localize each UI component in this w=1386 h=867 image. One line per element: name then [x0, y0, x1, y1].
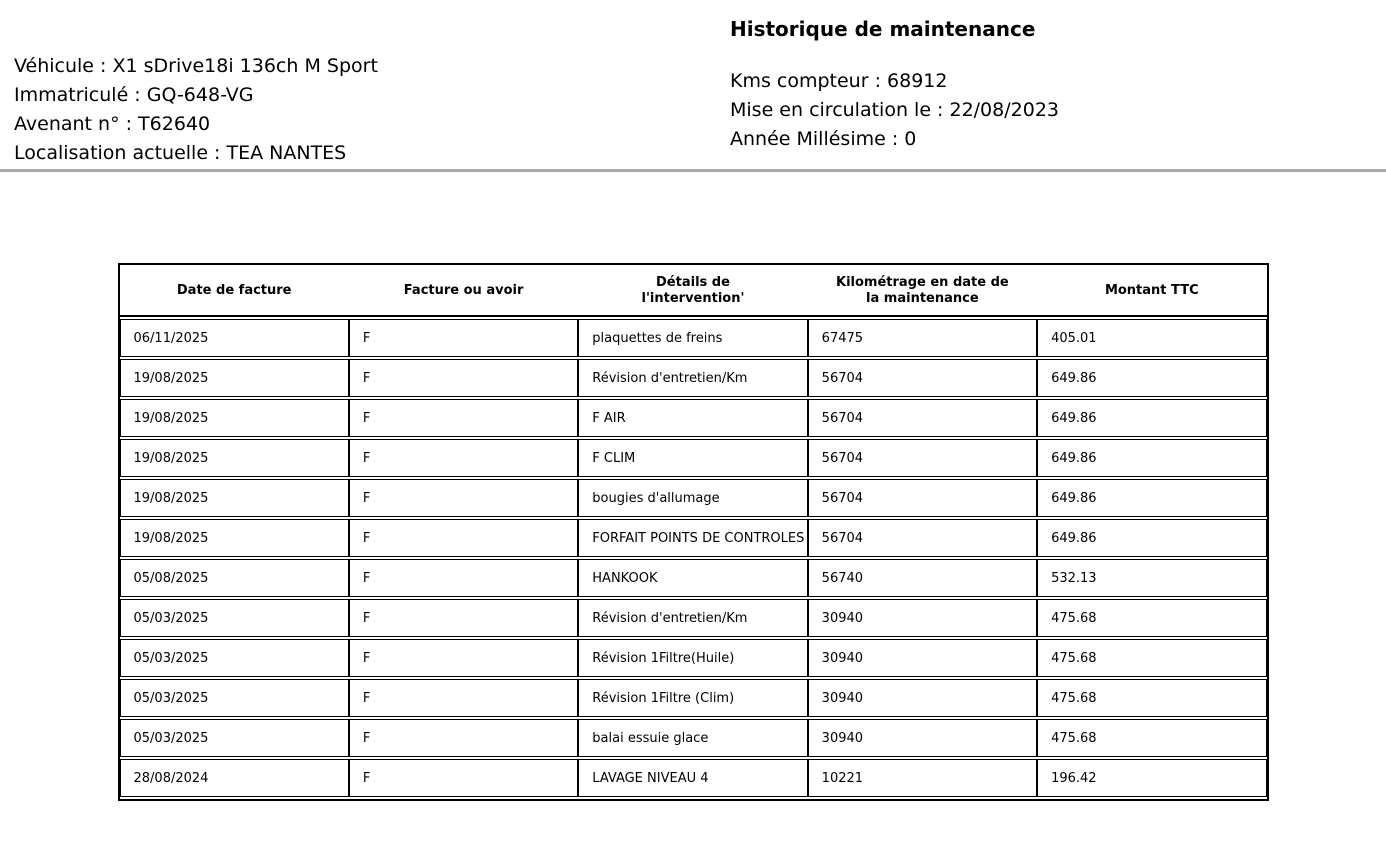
- table-cell: 30940: [808, 599, 1037, 637]
- table-cell: 56704: [808, 439, 1037, 477]
- table-cell: F: [349, 759, 578, 797]
- table-row: [120, 399, 1267, 437]
- vehicle-registration-line: Immatriculé : GQ-648-VG: [14, 84, 254, 106]
- table-cell: 05/08/2025: [120, 559, 349, 597]
- model-year-line: Année Millésime : 0: [730, 128, 917, 150]
- table-cell: Révision d'entretien/Km: [578, 359, 807, 397]
- table-cell: 30940: [808, 719, 1037, 757]
- odometer-line: Kms compteur : 68912: [730, 70, 948, 92]
- vehicle-model-line: Véhicule : X1 sDrive18i 136ch M Sport: [14, 55, 378, 77]
- table-cell: F: [349, 519, 578, 557]
- column-header-invoice-or-credit: Facture ou avoir: [349, 267, 578, 317]
- vehicle-amendment-line: Avenant n° : T62640: [14, 113, 211, 135]
- table-cell: 19/08/2025: [120, 439, 349, 477]
- table-cell: F CLIM: [578, 439, 807, 477]
- page-header: [0, 0, 1386, 172]
- table-cell: 475.68: [1037, 679, 1266, 717]
- table-row: [120, 679, 1267, 717]
- table-cell: LAVAGE NIVEAU 4: [578, 759, 807, 797]
- table-cell: F: [349, 319, 578, 357]
- table-cell: 05/03/2025: [120, 679, 349, 717]
- table-cell: 30940: [808, 679, 1037, 717]
- table-cell: Révision 1Filtre(Huile): [578, 639, 807, 677]
- table-cell: F: [349, 639, 578, 677]
- table-row: [120, 639, 1267, 677]
- table-cell: Révision 1Filtre (Clim): [578, 679, 807, 717]
- table-cell: 56704: [808, 399, 1037, 437]
- table-cell: 649.86: [1037, 479, 1266, 517]
- table-cell: 06/11/2025: [120, 319, 349, 357]
- column-header-amount-ttc: Montant TTC: [1037, 267, 1266, 317]
- table-cell: 405.01: [1037, 319, 1266, 357]
- table-cell: HANKOOK: [578, 559, 807, 597]
- table-row: [120, 559, 1267, 597]
- table-cell: FORFAIT POINTS DE CONTROLES: [578, 519, 807, 557]
- table-cell: plaquettes de freins: [578, 319, 807, 357]
- table-cell: Révision d'entretien/Km: [578, 599, 807, 637]
- table-cell: 196.42: [1037, 759, 1266, 797]
- maintenance-info-block: [730, 15, 1059, 154]
- column-header-mileage: Kilométrage en date de la maintenance: [808, 267, 1037, 317]
- table-row: [120, 719, 1267, 757]
- table-body: [120, 319, 1267, 797]
- table-cell: 05/03/2025: [120, 719, 349, 757]
- table-row: [120, 319, 1267, 357]
- column-header-intervention-details: Détails de l'intervention': [578, 267, 807, 317]
- table-cell: 649.86: [1037, 359, 1266, 397]
- table-cell: 56704: [808, 519, 1037, 557]
- table-cell: 475.68: [1037, 719, 1266, 757]
- table-cell: 05/03/2025: [120, 639, 349, 677]
- table-cell: F: [349, 399, 578, 437]
- table-row: [120, 599, 1267, 637]
- table-cell: 475.68: [1037, 599, 1266, 637]
- table-cell: 30940: [808, 639, 1037, 677]
- table-cell: 56740: [808, 559, 1037, 597]
- table-cell: 649.86: [1037, 439, 1266, 477]
- table-cell: 649.86: [1037, 519, 1266, 557]
- table-cell: 05/03/2025: [120, 599, 349, 637]
- table-row: [120, 519, 1267, 557]
- table-cell: bougies d'allumage: [578, 479, 807, 517]
- table-header: [120, 267, 1267, 317]
- table-cell: F: [349, 439, 578, 477]
- maintenance-info-lines: [730, 67, 1059, 154]
- first-registration-line: Mise en circulation le : 22/08/2023: [730, 99, 1059, 121]
- table-cell: 56704: [808, 359, 1037, 397]
- column-header-invoice-date: Date de facture: [120, 267, 349, 317]
- table-cell: 56704: [808, 479, 1037, 517]
- table-cell: 19/08/2025: [120, 359, 349, 397]
- table-cell: F: [349, 599, 578, 637]
- table-cell: F: [349, 559, 578, 597]
- table-cell: 10221: [808, 759, 1037, 797]
- table-cell: 475.68: [1037, 639, 1266, 677]
- table-cell: F AIR: [578, 399, 807, 437]
- maintenance-history-table: [118, 263, 1269, 801]
- table-row: [120, 359, 1267, 397]
- table-cell: 19/08/2025: [120, 519, 349, 557]
- table-cell: 19/08/2025: [120, 399, 349, 437]
- table-cell: 19/08/2025: [120, 479, 349, 517]
- vehicle-location-line: Localisation actuelle : TEA NANTES: [14, 142, 347, 164]
- table-cell: F: [349, 479, 578, 517]
- page-title: Historique de maintenance: [730, 17, 1036, 41]
- table-cell: 28/08/2024: [120, 759, 349, 797]
- vehicle-info-block: [14, 52, 378, 168]
- table-cell: F: [349, 679, 578, 717]
- table-cell: F: [349, 719, 578, 757]
- table-cell: F: [349, 359, 578, 397]
- table-header-row: [120, 267, 1267, 317]
- table-cell: 532.13: [1037, 559, 1266, 597]
- table-row: [120, 439, 1267, 477]
- table-cell: 67475: [808, 319, 1037, 357]
- table-row: [120, 759, 1267, 797]
- table-cell: balai essuie glace: [578, 719, 807, 757]
- table-cell: 649.86: [1037, 399, 1266, 437]
- table-row: [120, 479, 1267, 517]
